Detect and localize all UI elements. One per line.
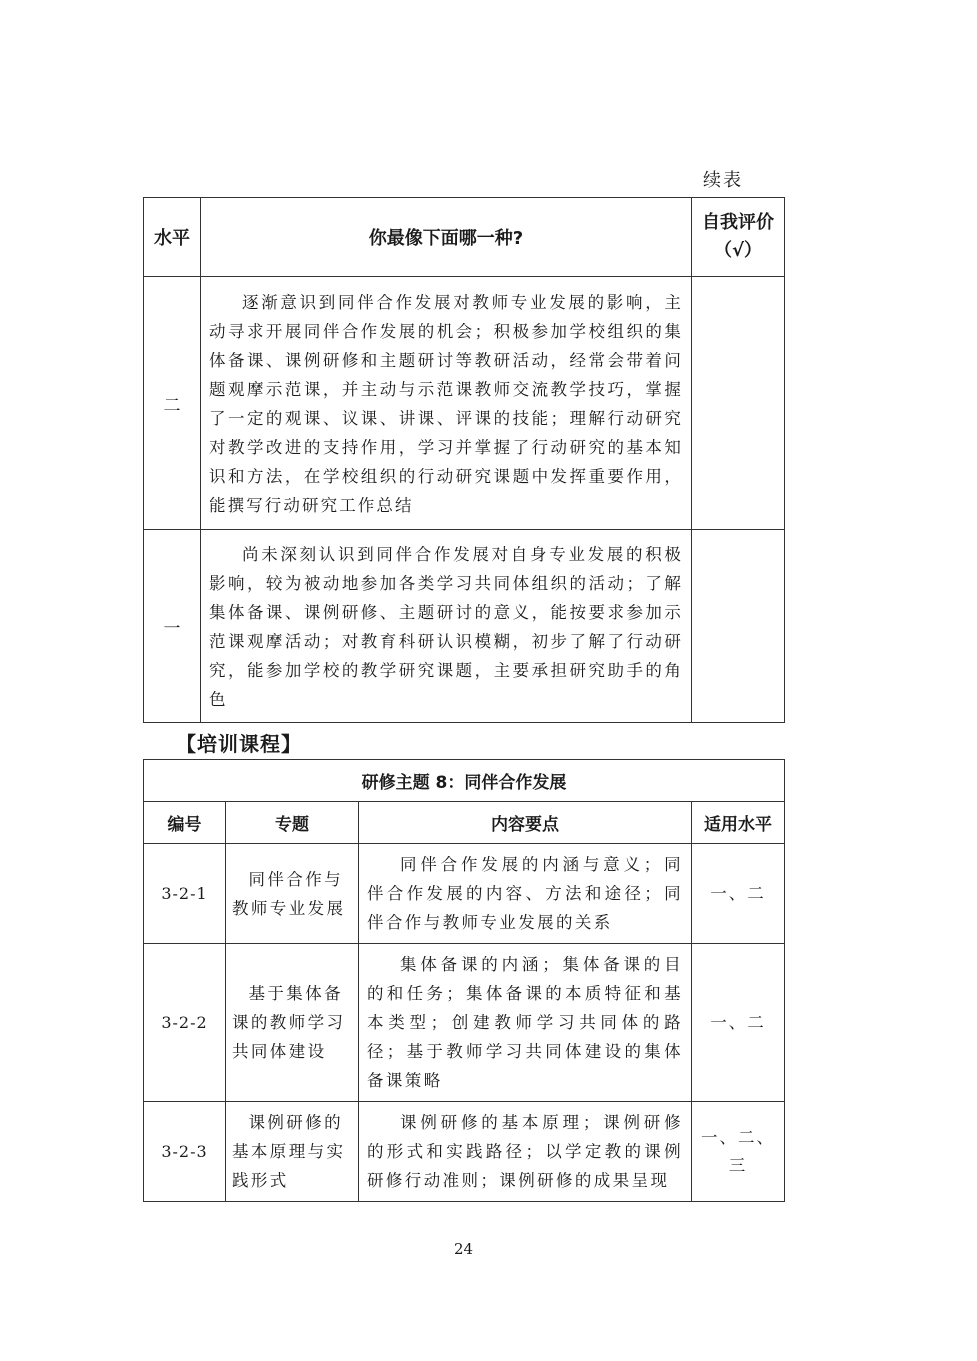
- header-eval-line2: （√）: [713, 240, 762, 261]
- table-header-row: [144, 198, 785, 277]
- section-title: 【培训课程】: [176, 732, 302, 756]
- header-topic: 专题: [226, 802, 359, 844]
- header-eval-line1: 自我评价: [702, 212, 774, 233]
- self-eval-checkbox-cell[interactable]: [692, 277, 785, 530]
- table-row: [144, 277, 785, 530]
- course-table-title-row: [144, 760, 785, 802]
- table-row: [144, 844, 785, 944]
- level-cell: 一、二: [692, 844, 785, 944]
- header-level: 水平: [144, 198, 201, 277]
- content-cell: 同伴合作发展的内涵与意义；同伴合作发展的内容、方法和途径；同伴合作与教师专业发展的关系: [359, 844, 692, 944]
- page-number: 24: [453, 1240, 474, 1258]
- self-evaluation-table: [143, 197, 785, 723]
- header-content: 内容要点: [359, 802, 692, 844]
- content-cell: 集体备课的内涵；集体备课的目的和任务；集体备课的本质特征和基本类型；创建教师学习共同体的路径；基于教师学习共同体建设的集体备课策略: [359, 944, 692, 1102]
- self-eval-checkbox-cell[interactable]: [692, 530, 785, 723]
- table-row: [144, 1102, 785, 1202]
- topic-cell: 基于集体备课的教师学习共同体建设: [226, 944, 359, 1102]
- course-table-title: 研修主题 8：同伴合作发展: [144, 760, 785, 802]
- table-row: [144, 530, 785, 723]
- course-table: [143, 759, 785, 1202]
- continued-table-label: 续表: [703, 170, 743, 191]
- level-cell: 一、二、三: [692, 1102, 785, 1202]
- level-cell: 一、二: [692, 944, 785, 1102]
- description-cell: 逐渐意识到同伴合作发展对教师专业发展的影响，主动寻求开展同伴合作发展的机会；积极参加学校组织的集体备课、课例研修和主题研讨等教研活动，经常会带着问题观摩示范课，并主动与示范课教师交流教学技巧，掌握了一定的观课、议课、讲课、评课的技能；理解行动研究对教学改进的支持作用，学习并掌握了行动研究的基本知识和方法，在学校组织的行动研究课题中发挥重要作用，能撰写行动研究工作总结: [201, 277, 692, 530]
- level-cell: 一: [144, 530, 201, 723]
- table-row: [144, 944, 785, 1102]
- header-level: 适用水平: [692, 802, 785, 844]
- content-cell: 课例研修的基本原理；课例研修的形式和实践路径；以学定教的课例研修行动准则；课例研修的成果呈现: [359, 1102, 692, 1202]
- description-cell: 尚未深刻认识到同伴合作发展对自身专业发展的积极影响，较为被动地参加各类学习共同体组织的活动；了解集体备课、课例研修、主题研讨的意义，能按要求参加示范课观摩活动；对教育科研认识模糊，初步了解了行动研究，能参加学校的教学研究课题，主要承担研究助手的角色: [201, 530, 692, 723]
- level-cell: 二: [144, 277, 201, 530]
- topic-cell: 同伴合作与教师专业发展: [226, 844, 359, 944]
- code-cell: 3-2-3: [144, 1102, 226, 1202]
- code-cell: 3-2-2: [144, 944, 226, 1102]
- table-header-row: [144, 802, 785, 844]
- header-code: 编号: [144, 802, 226, 844]
- header-self-evaluation: [692, 198, 785, 277]
- code-cell: 3-2-1: [144, 844, 226, 944]
- header-question: 你最像下面哪一种?: [201, 198, 692, 277]
- topic-cell: 课例研修的基本原理与实践形式: [226, 1102, 359, 1202]
